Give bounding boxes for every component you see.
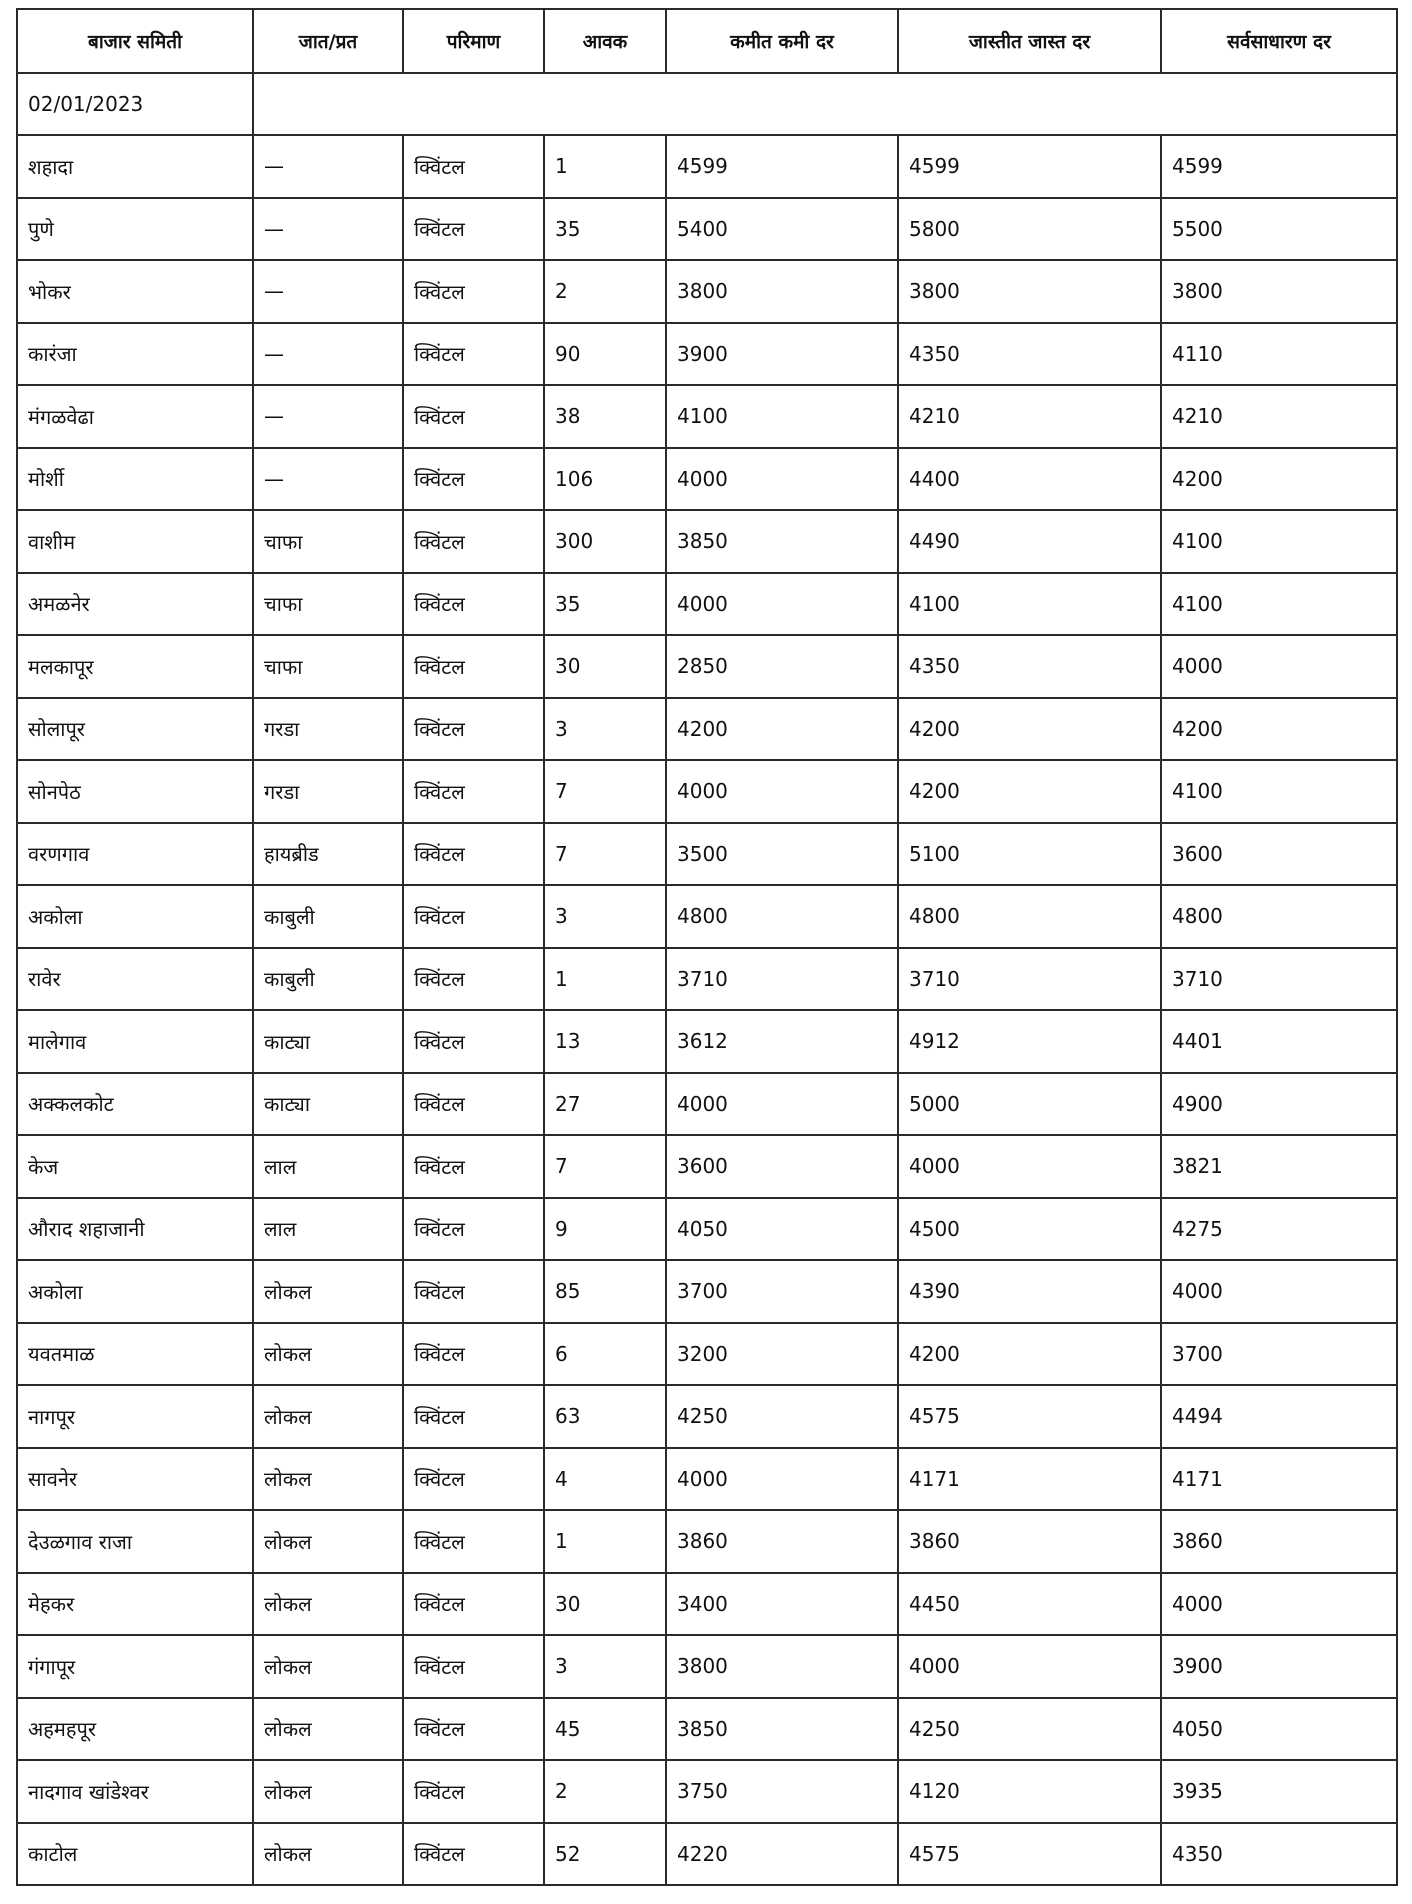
cell-market: रावेर <box>17 948 253 1011</box>
table-row <box>17 885 1397 948</box>
cell-market: अमळनेर <box>17 573 253 636</box>
cell-max-rate: 4450 <box>898 1573 1161 1636</box>
cell-unit: क्विंटल <box>403 760 544 823</box>
cell-min-rate: 3900 <box>666 323 898 386</box>
cell-unit: क्विंटल <box>403 1385 544 1448</box>
date-cell: 02/01/2023 <box>17 73 253 135</box>
cell-modal-rate: 3700 <box>1161 1323 1397 1386</box>
table-row <box>17 698 1397 761</box>
cell-unit: क्विंटल <box>403 260 544 323</box>
cell-max-rate: 4575 <box>898 1823 1161 1886</box>
cell-variety: — <box>253 135 403 198</box>
cell-market: शहादा <box>17 135 253 198</box>
cell-variety: लोकल <box>253 1698 403 1761</box>
cell-variety: चाफा <box>253 635 403 698</box>
table-row <box>17 1510 1397 1573</box>
cell-unit: क्विंटल <box>403 573 544 636</box>
cell-market: सावनेर <box>17 1448 253 1511</box>
table-row <box>17 323 1397 386</box>
cell-variety: लोकल <box>253 1260 403 1323</box>
cell-min-rate: 4100 <box>666 385 898 448</box>
cell-unit: क्विंटल <box>403 1573 544 1636</box>
cell-market: भोकर <box>17 260 253 323</box>
cell-unit: क्विंटल <box>403 1510 544 1573</box>
table-row <box>17 385 1397 448</box>
cell-modal-rate: 3935 <box>1161 1760 1397 1823</box>
table-row <box>17 260 1397 323</box>
cell-arrival: 52 <box>544 1823 666 1886</box>
cell-min-rate: 3710 <box>666 948 898 1011</box>
cell-unit: क्विंटल <box>403 510 544 573</box>
cell-arrival: 2 <box>544 260 666 323</box>
cell-arrival: 300 <box>544 510 666 573</box>
cell-modal-rate: 4000 <box>1161 635 1397 698</box>
cell-arrival: 30 <box>544 1573 666 1636</box>
cell-max-rate: 4250 <box>898 1698 1161 1761</box>
cell-unit: क्विंटल <box>403 948 544 1011</box>
table-row <box>17 135 1397 198</box>
cell-max-rate: 4200 <box>898 1323 1161 1386</box>
cell-modal-rate: 4200 <box>1161 698 1397 761</box>
cell-arrival: 3 <box>544 698 666 761</box>
cell-arrival: 35 <box>544 198 666 261</box>
cell-arrival: 63 <box>544 1385 666 1448</box>
cell-min-rate: 3400 <box>666 1573 898 1636</box>
market-rates-sheet <box>16 8 1396 1886</box>
cell-modal-rate: 3821 <box>1161 1135 1397 1198</box>
table-row <box>17 1823 1397 1886</box>
header-variety: जात/प्रत <box>253 9 403 73</box>
cell-modal-rate: 4210 <box>1161 385 1397 448</box>
cell-min-rate: 4000 <box>666 573 898 636</box>
market-rates-table <box>16 8 1398 1886</box>
cell-min-rate: 3800 <box>666 260 898 323</box>
cell-market: नादगाव खांडेश्वर <box>17 1760 253 1823</box>
cell-unit: क्विंटल <box>403 1760 544 1823</box>
cell-min-rate: 3500 <box>666 823 898 886</box>
table-row <box>17 635 1397 698</box>
cell-max-rate: 4210 <box>898 385 1161 448</box>
cell-market: मेहकर <box>17 1573 253 1636</box>
cell-market: सोलापूर <box>17 698 253 761</box>
cell-max-rate: 4000 <box>898 1135 1161 1198</box>
table-row <box>17 1573 1397 1636</box>
cell-max-rate: 4100 <box>898 573 1161 636</box>
cell-variety: — <box>253 385 403 448</box>
cell-variety: गरडा <box>253 760 403 823</box>
cell-variety: गरडा <box>253 698 403 761</box>
cell-unit: क्विंटल <box>403 323 544 386</box>
cell-max-rate: 4200 <box>898 698 1161 761</box>
cell-max-rate: 4575 <box>898 1385 1161 1448</box>
cell-market: यवतमाळ <box>17 1323 253 1386</box>
header-arrival: आवक <box>544 9 666 73</box>
cell-max-rate: 4120 <box>898 1760 1161 1823</box>
table-row <box>17 448 1397 511</box>
cell-max-rate: 3800 <box>898 260 1161 323</box>
cell-variety: लोकल <box>253 1823 403 1886</box>
cell-modal-rate: 3800 <box>1161 260 1397 323</box>
header-row <box>17 9 1397 73</box>
cell-variety: काट्या <box>253 1073 403 1136</box>
cell-market: अक्कलकोट <box>17 1073 253 1136</box>
cell-min-rate: 3612 <box>666 1010 898 1073</box>
cell-unit: क्विंटल <box>403 1135 544 1198</box>
cell-modal-rate: 4599 <box>1161 135 1397 198</box>
cell-unit: क्विंटल <box>403 1010 544 1073</box>
table-row <box>17 1135 1397 1198</box>
cell-arrival: 30 <box>544 635 666 698</box>
cell-modal-rate: 4050 <box>1161 1698 1397 1761</box>
table-body <box>17 73 1397 1885</box>
cell-min-rate: 3850 <box>666 510 898 573</box>
cell-max-rate: 4390 <box>898 1260 1161 1323</box>
cell-arrival: 35 <box>544 573 666 636</box>
cell-market: मोर्शी <box>17 448 253 511</box>
cell-max-rate: 4350 <box>898 635 1161 698</box>
date-row-filler <box>253 73 1397 135</box>
header-unit: परिमाण <box>403 9 544 73</box>
cell-arrival: 3 <box>544 885 666 948</box>
cell-modal-rate: 3600 <box>1161 823 1397 886</box>
cell-unit: क्विंटल <box>403 885 544 948</box>
cell-modal-rate: 4494 <box>1161 1385 1397 1448</box>
cell-market: गंगापूर <box>17 1635 253 1698</box>
cell-variety: — <box>253 198 403 261</box>
cell-market: काटोल <box>17 1823 253 1886</box>
table-row <box>17 823 1397 886</box>
cell-variety: चाफा <box>253 573 403 636</box>
table-row <box>17 1698 1397 1761</box>
cell-variety: लोकल <box>253 1510 403 1573</box>
cell-variety: लोकल <box>253 1323 403 1386</box>
cell-market: देउळगाव राजा <box>17 1510 253 1573</box>
cell-market: नागपूर <box>17 1385 253 1448</box>
cell-unit: क्विंटल <box>403 1073 544 1136</box>
cell-variety: काबुली <box>253 948 403 1011</box>
cell-max-rate: 4500 <box>898 1198 1161 1261</box>
cell-unit: क्विंटल <box>403 1323 544 1386</box>
cell-max-rate: 4200 <box>898 760 1161 823</box>
cell-variety: लाल <box>253 1135 403 1198</box>
table-row <box>17 1260 1397 1323</box>
cell-variety: लोकल <box>253 1385 403 1448</box>
cell-max-rate: 5800 <box>898 198 1161 261</box>
cell-arrival: 45 <box>544 1698 666 1761</box>
cell-unit: क्विंटल <box>403 1635 544 1698</box>
cell-unit: क्विंटल <box>403 198 544 261</box>
cell-min-rate: 4200 <box>666 698 898 761</box>
header-modal-rate: सर्वसाधारण दर <box>1161 9 1397 73</box>
cell-unit: क्विंटल <box>403 1448 544 1511</box>
cell-modal-rate: 4350 <box>1161 1823 1397 1886</box>
cell-arrival: 90 <box>544 323 666 386</box>
cell-arrival: 85 <box>544 1260 666 1323</box>
cell-modal-rate: 4401 <box>1161 1010 1397 1073</box>
cell-market: अहमहपूर <box>17 1698 253 1761</box>
cell-arrival: 3 <box>544 1635 666 1698</box>
cell-max-rate: 4000 <box>898 1635 1161 1698</box>
cell-min-rate: 5400 <box>666 198 898 261</box>
cell-min-rate: 3850 <box>666 1698 898 1761</box>
cell-market: औराद शहाजानी <box>17 1198 253 1261</box>
cell-unit: क्विंटल <box>403 698 544 761</box>
cell-arrival: 7 <box>544 760 666 823</box>
cell-variety: — <box>253 323 403 386</box>
cell-min-rate: 4000 <box>666 760 898 823</box>
cell-unit: क्विंटल <box>403 135 544 198</box>
header-max-rate: जास्तीत जास्त दर <box>898 9 1161 73</box>
cell-max-rate: 4599 <box>898 135 1161 198</box>
cell-modal-rate: 4171 <box>1161 1448 1397 1511</box>
cell-market: कारंजा <box>17 323 253 386</box>
cell-market: अकोला <box>17 1260 253 1323</box>
cell-modal-rate: 5500 <box>1161 198 1397 261</box>
table-row <box>17 1448 1397 1511</box>
header-min-rate: कमीत कमी दर <box>666 9 898 73</box>
cell-variety: काट्या <box>253 1010 403 1073</box>
cell-min-rate: 3750 <box>666 1760 898 1823</box>
cell-variety: लोकल <box>253 1573 403 1636</box>
table-row <box>17 1760 1397 1823</box>
cell-arrival: 4 <box>544 1448 666 1511</box>
cell-unit: क्विंटल <box>403 823 544 886</box>
cell-min-rate: 4599 <box>666 135 898 198</box>
cell-min-rate: 4000 <box>666 1448 898 1511</box>
cell-market: वाशीम <box>17 510 253 573</box>
table-row <box>17 1635 1397 1698</box>
cell-max-rate: 5000 <box>898 1073 1161 1136</box>
cell-market: केज <box>17 1135 253 1198</box>
cell-max-rate: 4400 <box>898 448 1161 511</box>
cell-arrival: 1 <box>544 948 666 1011</box>
cell-modal-rate: 3710 <box>1161 948 1397 1011</box>
cell-market: मलकापूर <box>17 635 253 698</box>
cell-arrival: 9 <box>544 1198 666 1261</box>
table-row <box>17 198 1397 261</box>
cell-arrival: 1 <box>544 1510 666 1573</box>
cell-modal-rate: 4000 <box>1161 1260 1397 1323</box>
table-row <box>17 510 1397 573</box>
cell-max-rate: 5100 <box>898 823 1161 886</box>
cell-max-rate: 4490 <box>898 510 1161 573</box>
cell-unit: क्विंटल <box>403 635 544 698</box>
cell-modal-rate: 4110 <box>1161 323 1397 386</box>
cell-variety: — <box>253 260 403 323</box>
cell-arrival: 13 <box>544 1010 666 1073</box>
cell-min-rate: 2850 <box>666 635 898 698</box>
cell-min-rate: 4000 <box>666 448 898 511</box>
table-row <box>17 1010 1397 1073</box>
cell-market: अकोला <box>17 885 253 948</box>
cell-min-rate: 4800 <box>666 885 898 948</box>
cell-min-rate: 4050 <box>666 1198 898 1261</box>
cell-max-rate: 4171 <box>898 1448 1161 1511</box>
cell-variety: लोकल <box>253 1448 403 1511</box>
cell-modal-rate: 4200 <box>1161 448 1397 511</box>
cell-modal-rate: 4275 <box>1161 1198 1397 1261</box>
cell-arrival: 38 <box>544 385 666 448</box>
table-row <box>17 1198 1397 1261</box>
cell-arrival: 7 <box>544 1135 666 1198</box>
cell-market: पुणे <box>17 198 253 261</box>
cell-market: सोनपेठ <box>17 760 253 823</box>
cell-min-rate: 4000 <box>666 1073 898 1136</box>
date-row <box>17 73 1397 135</box>
table-row <box>17 760 1397 823</box>
cell-arrival: 7 <box>544 823 666 886</box>
cell-arrival: 27 <box>544 1073 666 1136</box>
table-row <box>17 1323 1397 1386</box>
cell-min-rate: 3200 <box>666 1323 898 1386</box>
cell-arrival: 106 <box>544 448 666 511</box>
cell-min-rate: 4250 <box>666 1385 898 1448</box>
cell-min-rate: 3700 <box>666 1260 898 1323</box>
cell-modal-rate: 4100 <box>1161 510 1397 573</box>
cell-modal-rate: 4900 <box>1161 1073 1397 1136</box>
cell-variety: लोकल <box>253 1635 403 1698</box>
cell-unit: क्विंटल <box>403 448 544 511</box>
cell-market: मंगळवेढा <box>17 385 253 448</box>
cell-min-rate: 3860 <box>666 1510 898 1573</box>
cell-modal-rate: 3860 <box>1161 1510 1397 1573</box>
cell-market: वरणगाव <box>17 823 253 886</box>
cell-modal-rate: 4000 <box>1161 1573 1397 1636</box>
cell-modal-rate: 4100 <box>1161 573 1397 636</box>
cell-variety: काबुली <box>253 885 403 948</box>
cell-unit: क्विंटल <box>403 1698 544 1761</box>
cell-variety: — <box>253 448 403 511</box>
cell-variety: चाफा <box>253 510 403 573</box>
cell-unit: क्विंटल <box>403 1198 544 1261</box>
table-row <box>17 573 1397 636</box>
cell-min-rate: 3800 <box>666 1635 898 1698</box>
cell-market: मालेगाव <box>17 1010 253 1073</box>
cell-modal-rate: 4800 <box>1161 885 1397 948</box>
header-market: बाजार समिती <box>17 9 253 73</box>
cell-min-rate: 3600 <box>666 1135 898 1198</box>
cell-unit: क्विंटल <box>403 1823 544 1886</box>
cell-arrival: 6 <box>544 1323 666 1386</box>
cell-modal-rate: 4100 <box>1161 760 1397 823</box>
cell-variety: हायब्रीड <box>253 823 403 886</box>
cell-max-rate: 4912 <box>898 1010 1161 1073</box>
cell-arrival: 1 <box>544 135 666 198</box>
cell-modal-rate: 3900 <box>1161 1635 1397 1698</box>
cell-max-rate: 3710 <box>898 948 1161 1011</box>
cell-max-rate: 3860 <box>898 1510 1161 1573</box>
cell-variety: लोकल <box>253 1760 403 1823</box>
table-row <box>17 1385 1397 1448</box>
cell-unit: क्विंटल <box>403 385 544 448</box>
cell-max-rate: 4350 <box>898 323 1161 386</box>
cell-variety: लाल <box>253 1198 403 1261</box>
cell-min-rate: 4220 <box>666 1823 898 1886</box>
cell-max-rate: 4800 <box>898 885 1161 948</box>
cell-unit: क्विंटल <box>403 1260 544 1323</box>
table-row <box>17 1073 1397 1136</box>
cell-arrival: 2 <box>544 1760 666 1823</box>
table-row <box>17 948 1397 1011</box>
